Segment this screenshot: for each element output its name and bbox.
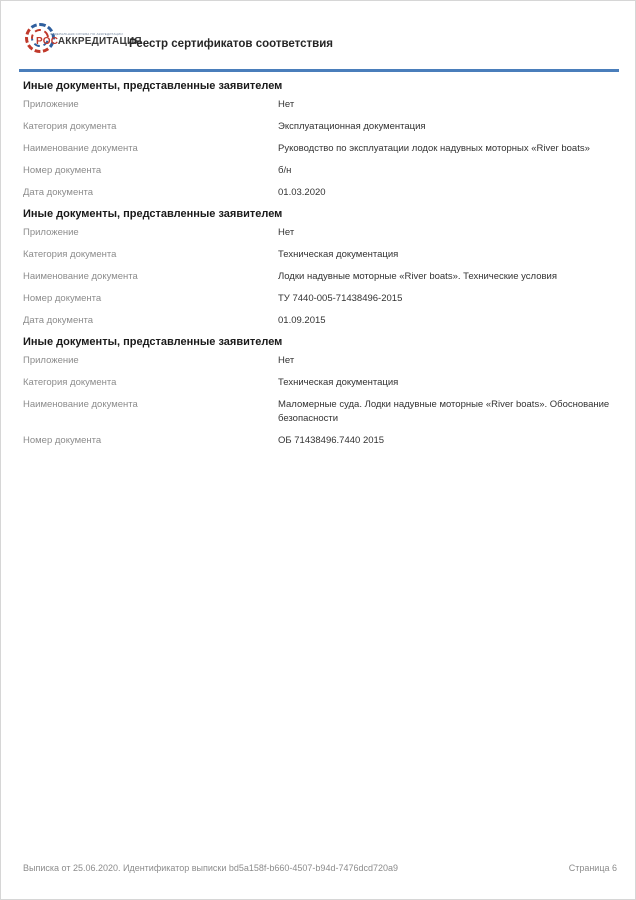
page-title: Реестр сертификатов соответствия: [129, 38, 334, 50]
field-value: Нет: [278, 99, 295, 110]
document-section: [23, 80, 619, 200]
field-value: Техническая документация: [278, 377, 399, 388]
field-row: [23, 354, 619, 368]
field-value: Нет: [278, 227, 295, 238]
field-value: 01.03.2020: [278, 187, 326, 198]
field-label: Номер документа: [23, 293, 102, 304]
field-label: Приложение: [23, 355, 79, 366]
footer-page-number: Страница 6: [568, 863, 617, 873]
field-label: Номер документа: [23, 434, 102, 446]
field-row: [23, 142, 619, 156]
field-label: Дата документа: [23, 315, 93, 326]
field-value: Руководство по эксплуатации лодок надувных моторных «River boats»: [278, 143, 590, 154]
field-row: [23, 186, 619, 200]
field-row: [23, 292, 619, 306]
field-label: Приложение: [23, 227, 79, 238]
field-row: [23, 376, 619, 390]
field-label: Наименование документа: [23, 271, 138, 282]
field-label: Категория документа: [23, 377, 117, 388]
field-row: [23, 270, 619, 284]
logo-brand-suffix: АККРЕДИТАЦИЯ: [57, 36, 142, 47]
field-label: Дата документа: [23, 187, 93, 198]
field-value: Нет: [278, 355, 295, 366]
logo-brand-text: [36, 36, 142, 47]
field-row: [23, 164, 619, 178]
field-row: [23, 226, 619, 240]
field-value: б/н: [278, 165, 292, 176]
document-section: [23, 208, 619, 328]
section-title: Иные документы, представленные заявителем: [23, 80, 283, 92]
field-value: ТУ 7440-005-71438496-2015: [278, 293, 403, 304]
field-label: Категория документа: [23, 121, 117, 132]
footer-extract-info: Выписка от 25.06.2020. Идентификатор выписки bd5a158f-b660-4507-b94d-7476dcd720a9: [23, 863, 399, 873]
logo-agency-small-text: ФЕДЕРАЛЬНАЯ СЛУЖБА ПО АККРЕДИТАЦИИ: [50, 32, 123, 36]
field-row: [23, 434, 619, 448]
field-value: 01.09.2015: [278, 315, 326, 326]
field-label: Приложение: [23, 99, 79, 110]
document-section: [23, 336, 619, 447]
field-row: [23, 314, 619, 328]
page-header: [1, 1, 635, 69]
header-divider-line: [19, 69, 619, 72]
sections-container: [23, 80, 619, 456]
field-row: [23, 398, 619, 425]
logo-brand-prefix: РОС: [36, 36, 58, 47]
section-title: Иные документы, представленные заявителем: [23, 336, 283, 348]
field-label: Категория документа: [23, 249, 117, 260]
field-value: ОБ 71438496.7440 2015: [278, 434, 385, 446]
field-value: Маломерные суда. Лодки надувные моторные «River boats». Обоснование безопасности: [278, 399, 610, 424]
field-value: Техническая документация: [278, 249, 399, 260]
section-title: Иные документы, представленные заявителем: [23, 208, 283, 220]
field-row: [23, 120, 619, 134]
rosaccreditation-logo: [23, 22, 142, 64]
field-row: [23, 248, 619, 262]
field-value: Лодки надувные моторные «River boats». Технические условия: [278, 271, 557, 282]
field-label: Наименование документа: [23, 143, 138, 154]
field-row: [23, 98, 619, 112]
field-value: Эксплуатационная документация: [278, 121, 426, 132]
field-label: Наименование документа: [23, 399, 138, 410]
field-label: Номер документа: [23, 165, 102, 176]
page-footer: [23, 863, 617, 873]
